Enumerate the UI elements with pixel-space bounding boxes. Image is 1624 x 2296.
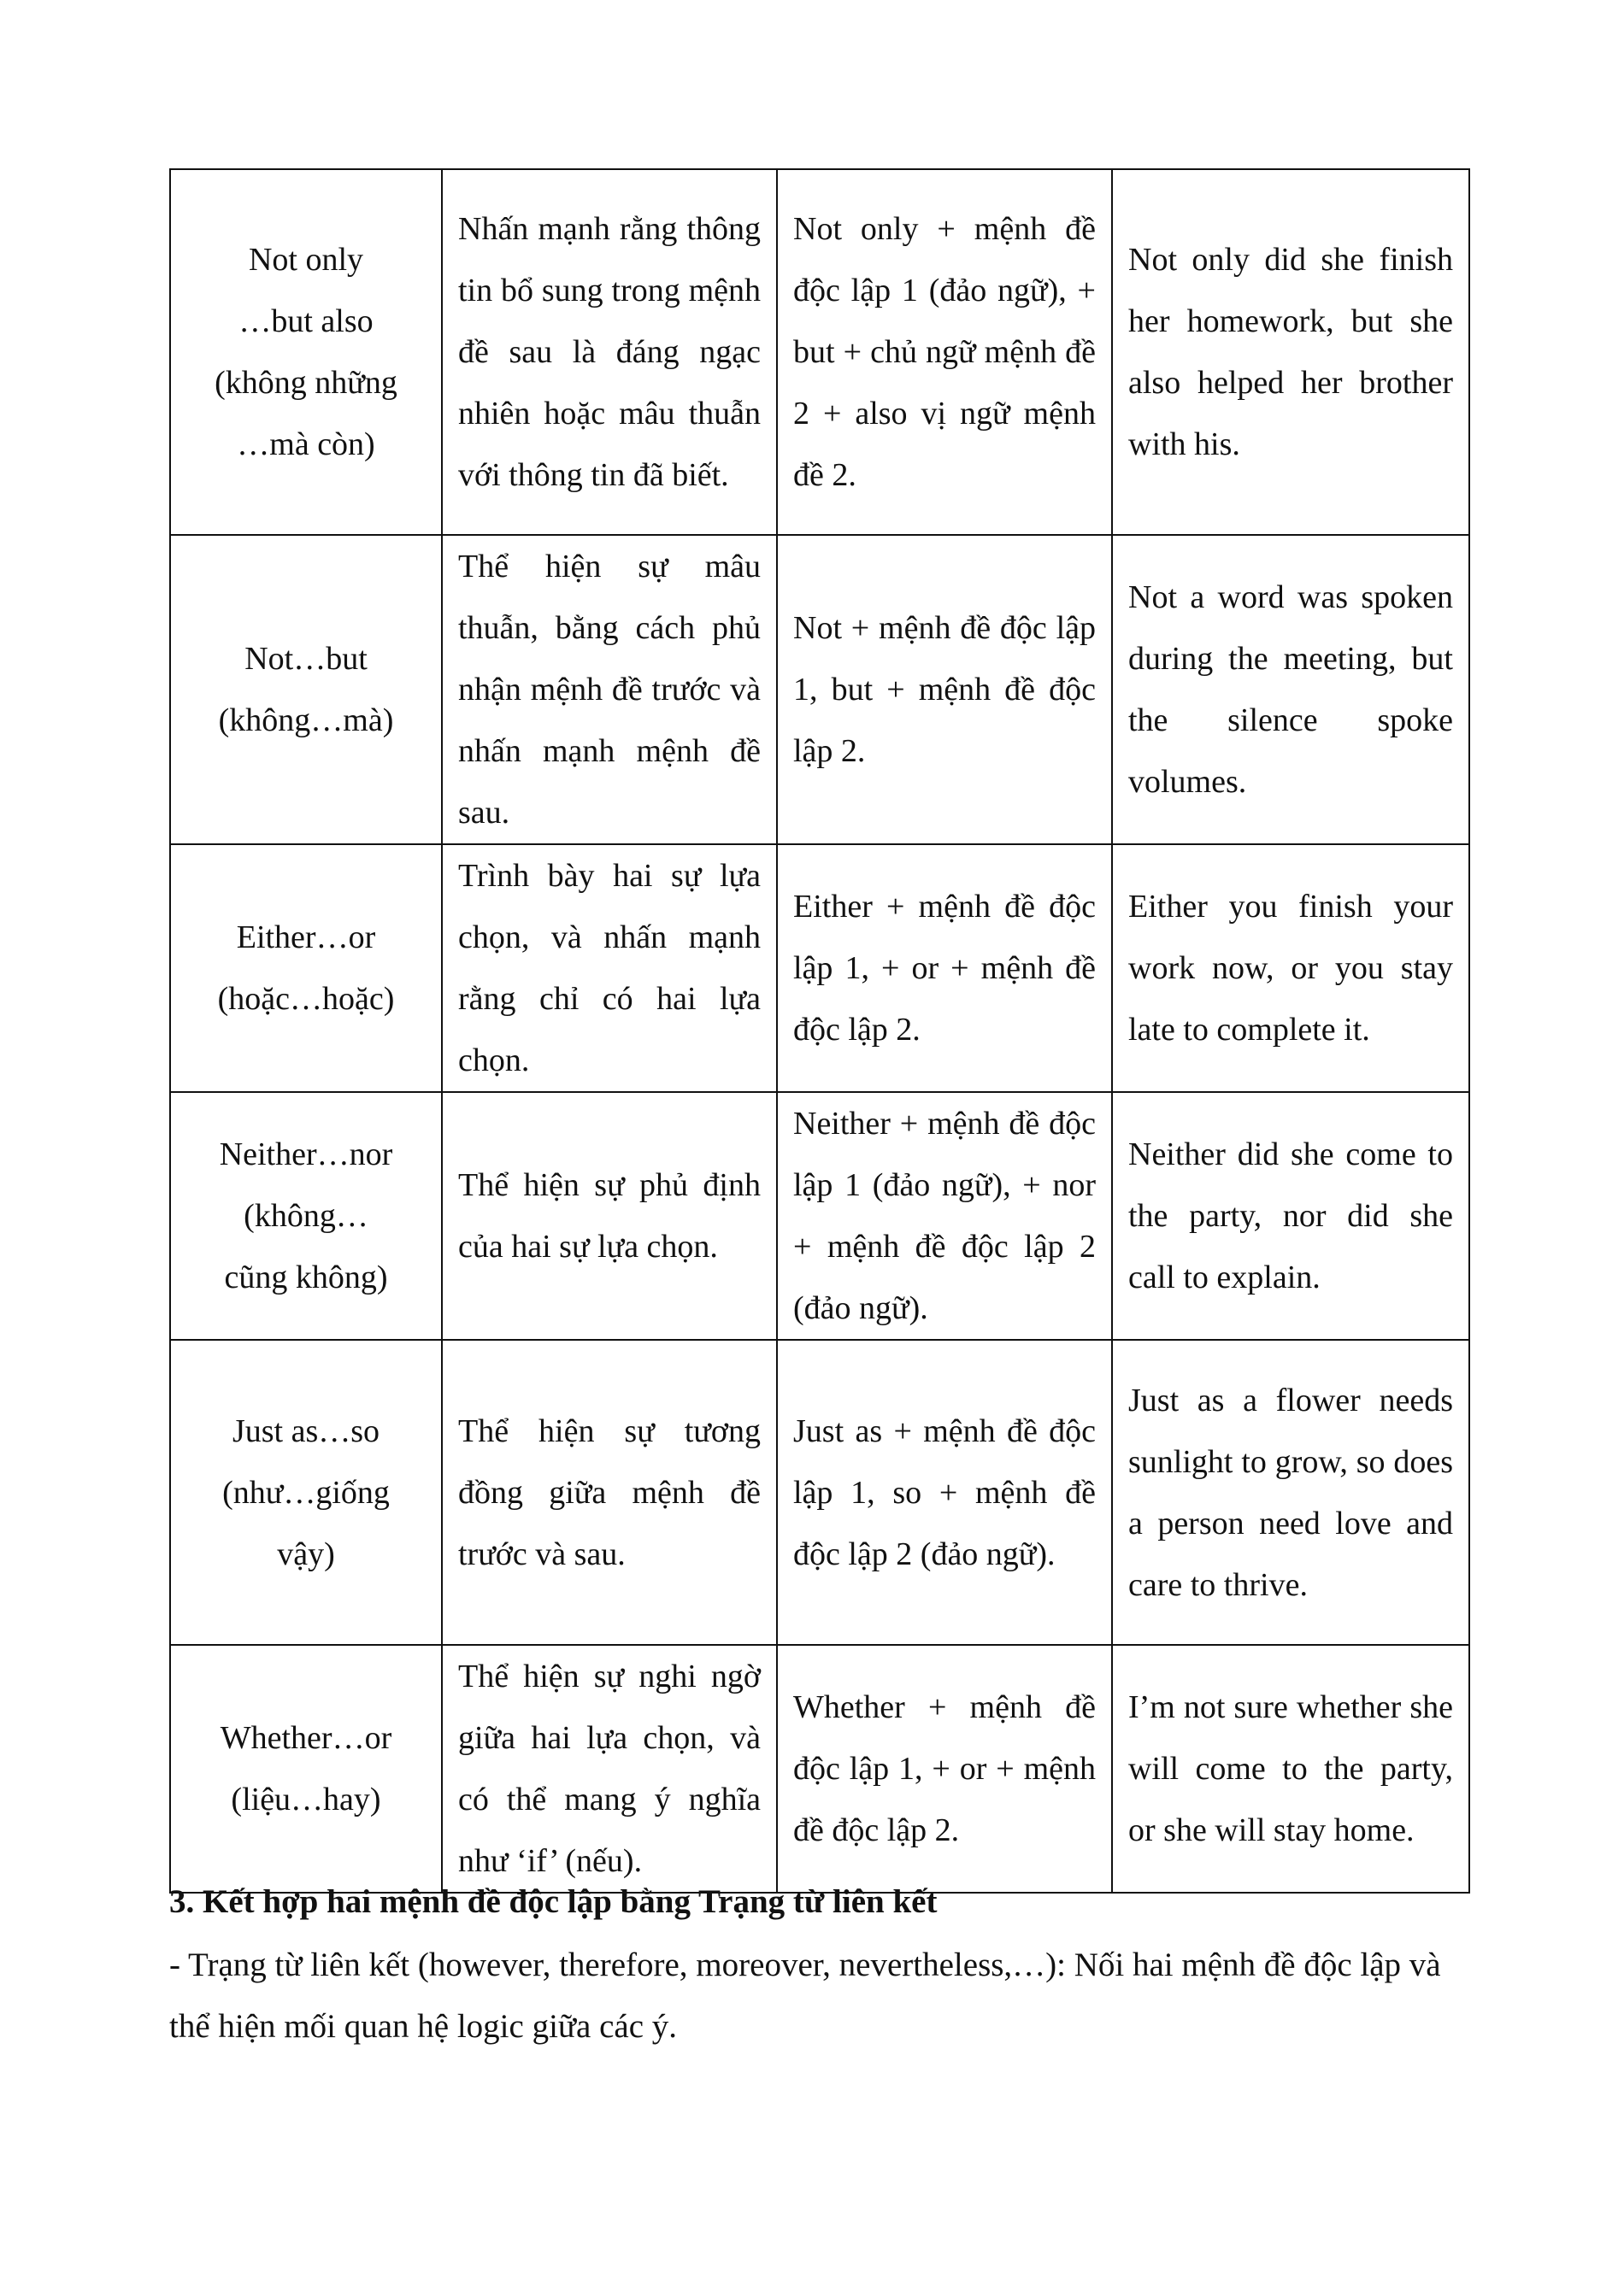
usage-text: Trình bày hai sự lựa chọn, và nhấn mạnh rằng chỉ có hai lựa chọn. xyxy=(458,858,761,1078)
table-row xyxy=(170,844,1469,1092)
structure-text: Not only …but also (không những …mà còn) xyxy=(215,242,397,462)
structure-cell xyxy=(170,1645,442,1893)
usage-text: Thể hiện sự nghi ngờ giữa hai lựa chọn, và có thể mang ý nghĩa như ‘if’ (nếu). xyxy=(458,1659,761,1879)
form-text: Either + mệnh đề độc lập 1, + or + mệnh đề độc lập 2. xyxy=(793,889,1096,1048)
conjunction-table xyxy=(169,168,1470,1894)
section-paragraph: - Trạng từ liên kết (however, therefore, moreover, nevertheless,…): Nối hai mệnh đề độc lập và thể hiện mối quan hệ logic giữa các ý. xyxy=(169,1947,1441,2045)
section-heading: 3. Kết hợp hai mệnh đề độc lập bằng Trạng từ liên kết xyxy=(169,1883,938,1920)
usage-cell xyxy=(442,169,777,535)
example-cell xyxy=(1112,1092,1469,1340)
form-cell xyxy=(777,1645,1112,1893)
example-text: Just as a flower needs sunlight to grow, so does a person need love and care to thrive. xyxy=(1128,1382,1453,1603)
structure-text: Whether…or (liệu…hay) xyxy=(220,1720,392,1817)
table-row xyxy=(170,1645,1469,1893)
structure-text: Not…but (không…mà) xyxy=(218,641,394,738)
structure-cell xyxy=(170,1092,442,1340)
example-text: Either you finish your work now, or you stay late to complete it. xyxy=(1128,889,1453,1048)
example-cell xyxy=(1112,844,1469,1092)
usage-text: Thể hiện sự tương đồng giữa mệnh đề trước và sau. xyxy=(458,1412,761,1572)
usage-cell xyxy=(442,844,777,1092)
form-text: Just as + mệnh đề độc lập 1, so + mệnh đề độc lập 2 (đảo ngữ). xyxy=(793,1412,1096,1572)
form-text: Not only + mệnh đề độc lập 1 (đảo ngữ), + but + chủ ngữ mệnh đề 2 + also vị ngữ mệnh đề 2. xyxy=(793,211,1096,493)
table-row xyxy=(170,169,1469,535)
example-cell xyxy=(1112,1340,1469,1645)
usage-text: Thể hiện sự phủ định của hai sự lựa chọn. xyxy=(458,1167,761,1265)
table-row xyxy=(170,535,1469,844)
example-cell xyxy=(1112,169,1469,535)
usage-cell xyxy=(442,535,777,844)
example-text: Neither did she come to the party, nor did she call to explain. xyxy=(1128,1136,1453,1295)
structure-cell xyxy=(170,844,442,1092)
structure-cell xyxy=(170,169,442,535)
usage-text: Thể hiện sự mâu thuẫn, bằng cách phủ nhận mệnh đề trước và nhấn mạnh mệnh đề sau. xyxy=(458,549,761,831)
usage-cell xyxy=(442,1340,777,1645)
form-cell xyxy=(777,1092,1112,1340)
form-text: Not + mệnh đề độc lập 1, but + mệnh đề độc lập 2. xyxy=(793,610,1096,769)
example-cell xyxy=(1112,535,1469,844)
form-cell xyxy=(777,1340,1112,1645)
structure-text: Just as…so (như…giống vậy) xyxy=(222,1412,390,1572)
example-text: Not only did she finish her homework, but she also helped her brother with his. xyxy=(1128,242,1453,462)
example-text: I’m not sure whether she will come to the party, or she will stay home. xyxy=(1128,1689,1453,1848)
form-text: Whether + mệnh đề độc lập 1, + or + mệnh đề độc lập 2. xyxy=(793,1689,1096,1848)
form-cell xyxy=(777,844,1112,1092)
structure-text: Either…or (hoặc…hoặc) xyxy=(217,919,395,1017)
usage-cell xyxy=(442,1645,777,1893)
form-text: Neither + mệnh đề độc lập 1 (đảo ngữ), + nor + mệnh đề độc lập 2 (đảo ngữ). xyxy=(793,1106,1096,1326)
structure-text: Neither…nor (không… cũng không) xyxy=(219,1136,393,1295)
usage-cell xyxy=(442,1092,777,1340)
table-row xyxy=(170,1092,1469,1340)
example-cell xyxy=(1112,1645,1469,1893)
table-row xyxy=(170,1340,1469,1645)
form-cell xyxy=(777,535,1112,844)
usage-text: Nhấn mạnh rằng thông tin bổ sung trong mệnh đề sau là đáng ngạc nhiên hoặc mâu thuẫn với thông tin đã biết. xyxy=(458,211,761,493)
form-cell xyxy=(777,169,1112,535)
structure-cell xyxy=(170,1340,442,1645)
structure-cell xyxy=(170,535,442,844)
example-text: Not a word was spoken during the meeting, but the silence spoke volumes. xyxy=(1128,579,1453,800)
